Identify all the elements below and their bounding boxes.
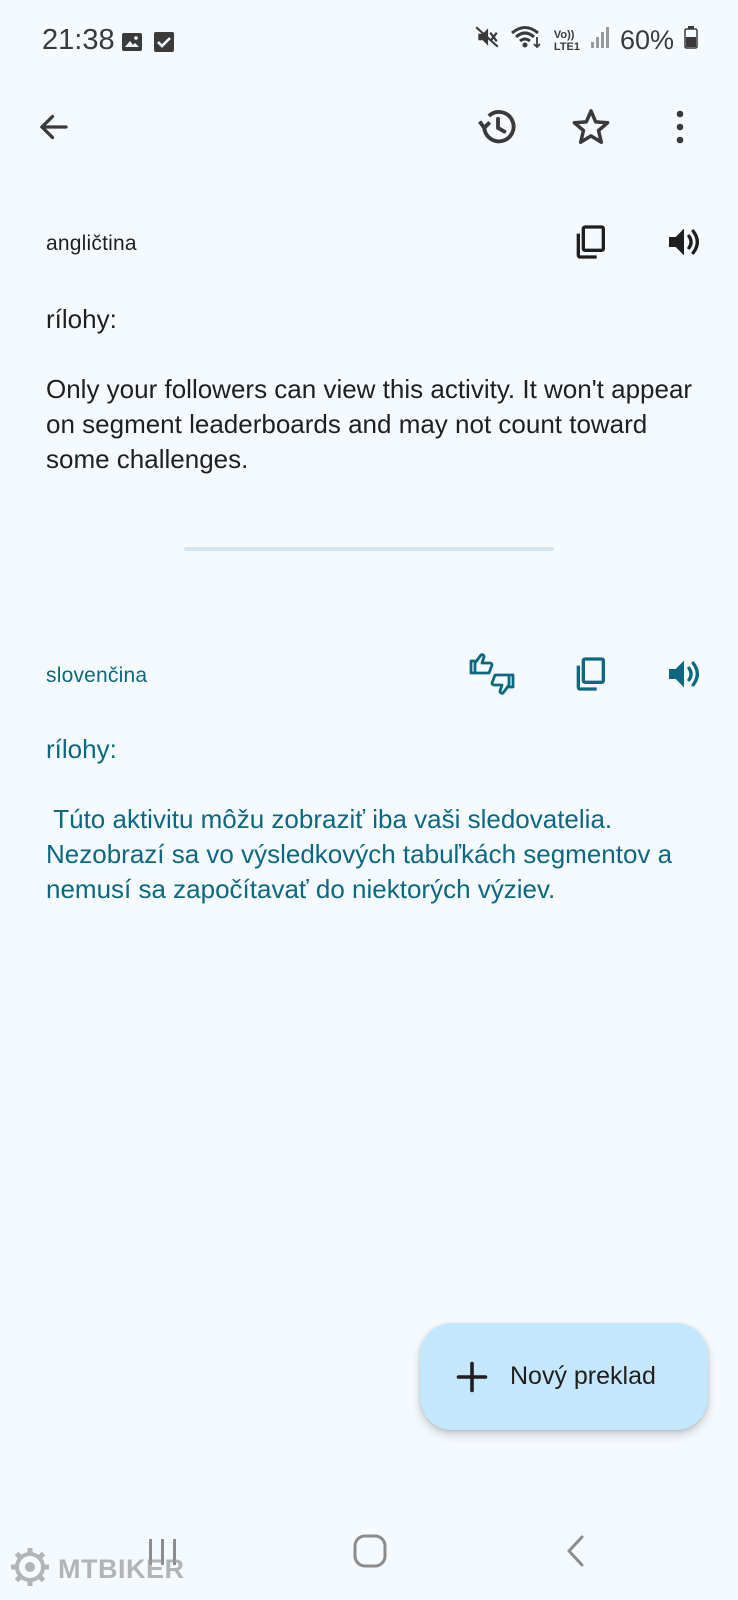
- source-speak-button[interactable]: [654, 214, 714, 274]
- source-copy-button[interactable]: [560, 214, 620, 274]
- thumbs-up-down-icon: [467, 651, 517, 702]
- speaker-icon: [664, 654, 704, 699]
- back-arrow-icon: [36, 109, 72, 150]
- new-translation-label: Nový preklad: [510, 1362, 656, 1390]
- battery-icon: [684, 25, 698, 56]
- star-icon: [570, 106, 612, 153]
- volte-top-label: Vo)): [553, 28, 575, 41]
- speaker-icon: [664, 222, 704, 267]
- gear-logo-icon: [10, 1547, 50, 1592]
- mute-icon: [474, 24, 500, 57]
- status-time: 21:38: [42, 24, 115, 56]
- history-icon: [476, 105, 520, 154]
- more-vert-icon: [674, 109, 686, 150]
- watermark: [10, 1547, 185, 1592]
- watermark-text: MTBIKER: [58, 1554, 185, 1584]
- source-text[interactable]: rílohy: Only your followers can view this activity. It won't appear on segment leaderboards and may not count toward some challenges.: [46, 304, 693, 474]
- target-speak-button[interactable]: [654, 646, 714, 706]
- target-language-label: slovenčina: [46, 664, 148, 687]
- new-translation-button[interactable]: [420, 1323, 708, 1430]
- history-button[interactable]: [468, 99, 528, 159]
- target-copy-button[interactable]: [560, 646, 620, 706]
- source-language-label: angličtina: [46, 232, 137, 255]
- plus-icon: [454, 1359, 490, 1395]
- volte-bottom-label: LTE1: [553, 40, 580, 53]
- back-nav-icon[interactable]: [564, 1534, 588, 1573]
- status-bar: [0, 0, 738, 86]
- wifi-icon: [510, 24, 544, 57]
- back-button[interactable]: [24, 99, 84, 159]
- status-right-group: [474, 24, 698, 57]
- battery-percent: 60%: [619, 25, 674, 55]
- checkbox-icon: [152, 30, 176, 54]
- favorite-button[interactable]: [561, 99, 621, 159]
- home-icon[interactable]: [352, 1533, 388, 1574]
- rate-translation-button[interactable]: [462, 646, 522, 706]
- target-text[interactable]: rílohy: Túto aktivitu môžu zobraziť iba vaši sledovatelia. Nezobrazí sa vo výsledkových tabuľkách segmentov a nemusí sa započítavať do niektorých výziev.: [46, 734, 673, 904]
- image-icon: [120, 30, 144, 54]
- divider: [184, 547, 554, 551]
- copy-icon: [570, 654, 610, 699]
- volte-icon: [554, 29, 580, 53]
- signal-icon: [590, 25, 610, 56]
- copy-icon: [570, 222, 610, 267]
- more-options-button[interactable]: [650, 99, 710, 159]
